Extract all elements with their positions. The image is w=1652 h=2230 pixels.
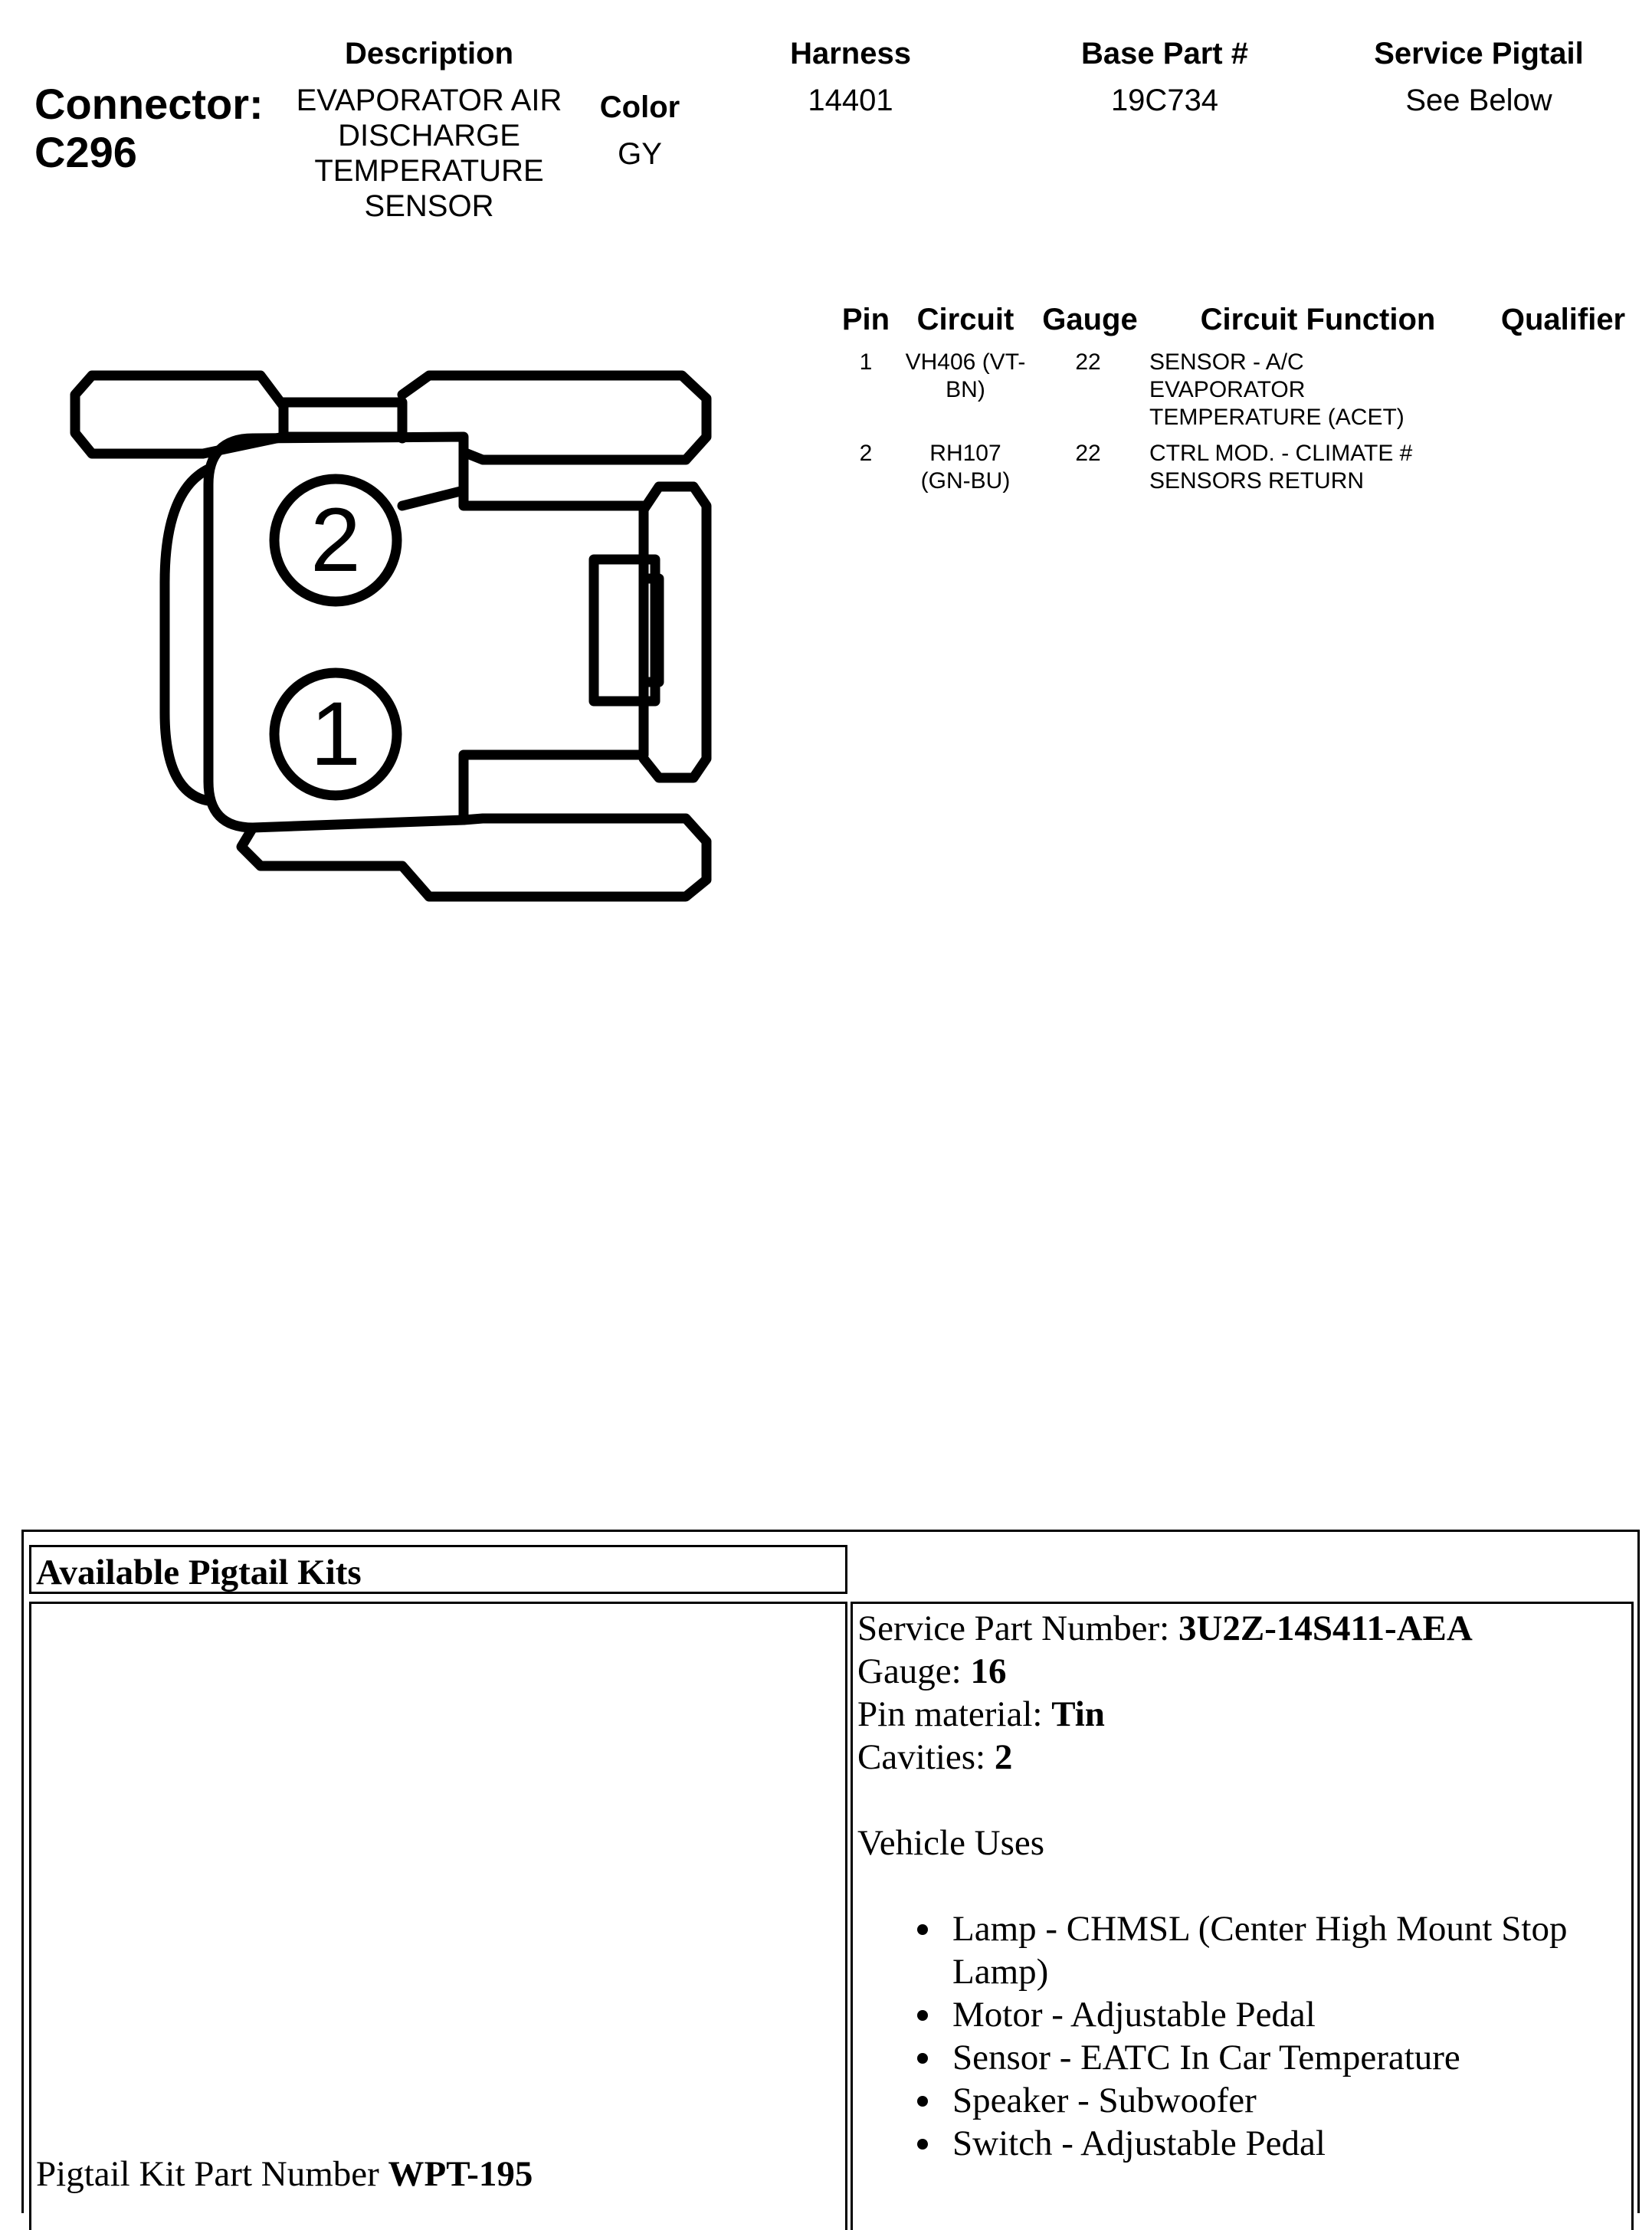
pigtail-details-cell <box>851 1602 1634 2230</box>
list-item-text: Speaker - Subwoofer <box>952 2081 1257 2120</box>
row-2-circuit <box>896 440 1034 495</box>
pigtail-kit-part <box>36 2153 533 2196</box>
color-value: GY <box>618 137 662 171</box>
row-1-circuit <box>896 349 1034 404</box>
list-item-text: Sensor - EATC In Car Temperature <box>952 2038 1460 2078</box>
bullet-icon <box>917 2053 928 2064</box>
bullet-icon <box>917 1924 928 1935</box>
kit-part-label: Pigtail Kit Part Number <box>36 2154 388 2194</box>
circuit-line: RH107 <box>929 441 1001 466</box>
vehicle-uses-title: Vehicle Uses <box>857 1823 1045 1863</box>
harness-header: Harness <box>790 37 911 71</box>
row-1-gauge: 22 <box>1075 349 1101 375</box>
circuit-line: VH406 (VT- <box>905 349 1026 375</box>
list-item-text: Motor - Adjustable Pedal <box>952 1995 1316 2035</box>
bullet-icon <box>917 2010 928 2021</box>
cavities-line <box>857 1736 1624 1779</box>
connector-label: Connector: <box>34 80 264 128</box>
function-line: SENSORS RETURN <box>1149 468 1365 494</box>
gauge-header: Gauge <box>1042 303 1138 336</box>
pin-1-label: 1 <box>310 684 361 785</box>
circuit-line: BN) <box>946 377 985 402</box>
cavities-value: 2 <box>994 1737 1013 1777</box>
pin-material-value: Tin <box>1051 1694 1105 1734</box>
base-part-value: 19C734 <box>1110 84 1219 117</box>
list-item <box>857 2036 1624 2079</box>
list-item-text: Switch - Adjustable Pedal <box>952 2123 1326 2163</box>
service-pigtail-value: See Below <box>1405 84 1552 117</box>
harness-value: 14401 <box>808 84 893 117</box>
bullet-icon <box>917 2096 928 2107</box>
function-header: Circuit Function <box>1200 303 1436 336</box>
connector-id: C296 <box>34 128 137 176</box>
service-part-value: 3U2Z-14S411-AEA <box>1178 1609 1473 1648</box>
gauge-label: Gauge: <box>857 1651 971 1691</box>
color-header: Color <box>599 90 680 124</box>
row-2-function <box>1149 440 1471 495</box>
vehicle-uses-list <box>857 1907 1624 2165</box>
row-2-pin: 2 <box>859 441 873 466</box>
function-line: EVAPORATOR <box>1149 377 1306 402</box>
function-line: TEMPERATURE (ACET) <box>1149 405 1405 430</box>
pin-material-line <box>857 1693 1624 1736</box>
circuit-header: Circuit <box>916 303 1014 336</box>
pigtail-title-cell <box>29 1545 847 1594</box>
function-line: SENSOR - A/C <box>1149 349 1304 375</box>
description-line: DISCHARGE <box>338 119 520 152</box>
description-header: Description <box>344 37 514 71</box>
row-2-gauge: 22 <box>1075 441 1101 466</box>
left-rail <box>165 469 208 801</box>
list-item <box>857 1907 1624 1993</box>
pin-material-label: Pin material: <box>857 1694 1052 1734</box>
cavities-label: Cavities: <box>857 1737 995 1777</box>
kit-part-value: WPT-195 <box>388 2154 533 2194</box>
qualifier-header: Qualifier <box>1500 303 1626 336</box>
service-part-line <box>857 1607 1624 1650</box>
function-line: CTRL MOD. - CLIMATE # <box>1149 441 1413 466</box>
pigtail-details <box>857 1607 1624 2165</box>
service-part-label: Service Part Number: <box>857 1609 1178 1648</box>
pin-header: Pin <box>841 303 890 336</box>
list-item <box>857 1993 1624 2036</box>
bullet-icon <box>917 2139 928 2150</box>
row-1-function <box>1149 349 1471 431</box>
circuit-line: (GN-BU) <box>920 468 1011 494</box>
pigtail-kit-cell <box>29 1602 847 2230</box>
list-item-text: Lamp - CHMSL (Center High Mount Stop Lamp) <box>952 1909 1568 1992</box>
gauge-value: 16 <box>970 1651 1007 1691</box>
description-line: EVAPORATOR AIR <box>296 84 562 117</box>
service-pigtail-header: Service Pigtail <box>1374 37 1584 71</box>
gauge-line <box>857 1650 1624 1693</box>
pigtail-title: Available Pigtail Kits <box>36 1553 362 1592</box>
base-part-header: Base Part # <box>1081 37 1248 71</box>
list-item <box>857 2122 1624 2165</box>
pin-2-label: 2 <box>310 490 361 591</box>
list-item <box>857 2079 1624 2122</box>
description-line: TEMPERATURE <box>314 154 544 188</box>
description-line: SENSOR <box>364 189 494 223</box>
connector-diagram <box>0 0 736 920</box>
row-1-pin: 1 <box>859 349 873 375</box>
